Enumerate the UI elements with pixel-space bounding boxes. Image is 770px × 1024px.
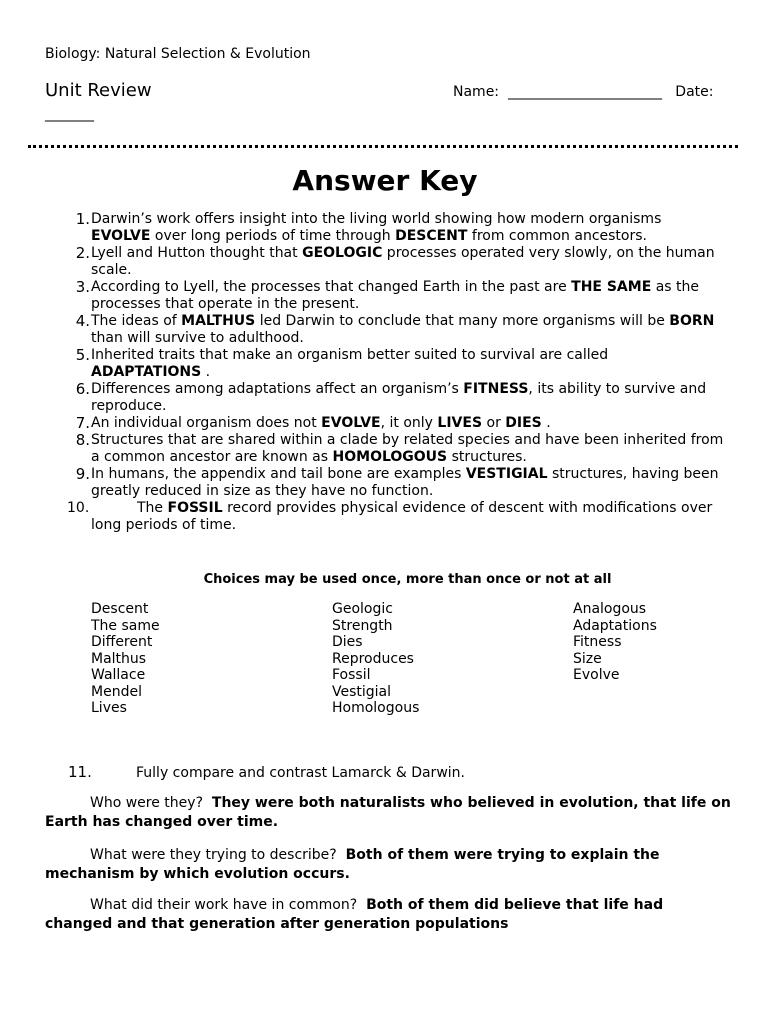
- answer: GEOLOGIC: [302, 245, 383, 261]
- sub-question: What did their work have in common?: [90, 897, 358, 913]
- question-3: [45, 279, 725, 313]
- choice-item: Mendel: [91, 683, 142, 700]
- q11-answer-1: [45, 794, 735, 832]
- question-number: 10.: [67, 500, 90, 516]
- answer: They were both naturalists who believed in evolution, that life on Earth has changed over time.: [45, 795, 731, 830]
- choice-item: Evolve: [573, 667, 620, 683]
- choices-column-2: [332, 601, 419, 717]
- question-1: [45, 211, 725, 245]
- question-text: According to Lyell, the processes that changed Earth in the past are: [91, 279, 572, 295]
- question-text: .: [201, 364, 211, 380]
- question-5: [45, 347, 725, 381]
- name-date-line: [453, 84, 713, 100]
- question-text: Lyell and Hutton thought that: [91, 245, 303, 261]
- answer: LIVES: [437, 415, 483, 431]
- answer: EVOLVE: [321, 415, 381, 431]
- question-text: Darwin’s work offers insight into the living world showing how modern organisms: [91, 211, 662, 227]
- date-blank: ________: [45, 106, 93, 122]
- question-8: [45, 432, 725, 466]
- question-text: Inherited traits that make an organism better suited to survival are called: [91, 347, 609, 363]
- question-text: , its ability to survive and reproduce.: [91, 381, 707, 414]
- q11-answer-2: [45, 846, 735, 884]
- question-number: 5.: [75, 346, 90, 364]
- question-text: Structures that are shared within a clade by related species and have been inherited from a common ancestor are known as: [91, 432, 724, 465]
- question-list: [45, 211, 725, 534]
- question-text: as the processes that operate in the present.: [91, 279, 700, 312]
- question-text: An individual organism does not: [91, 415, 322, 431]
- choice-item: Analogous: [573, 601, 647, 617]
- sub-question: Who were they?: [90, 795, 203, 811]
- question-number: 7.: [75, 414, 90, 432]
- page-title: Answer Key: [292, 164, 478, 197]
- choice-item: Geologic: [332, 601, 393, 617]
- answer: DIES: [505, 415, 542, 431]
- choice-item: Reproduces: [332, 650, 414, 667]
- answer: HOMOLOGOUS: [332, 449, 448, 465]
- sub-question: What were they trying to describe?: [90, 847, 337, 863]
- question-prompt: Fully compare and contrast Lamarck & Darwin.: [136, 765, 465, 781]
- answer: DESCENT: [395, 228, 468, 244]
- question-number: 4.: [75, 312, 90, 330]
- choice-item: Adaptations: [573, 617, 657, 634]
- answer: Both of them were trying to explain the mechanism by which evolution occurs.: [45, 847, 660, 882]
- question-text: led Darwin to conclude that many more organisms will be: [255, 313, 670, 329]
- answer: FITNESS: [463, 381, 529, 397]
- answer: VESTIGIAL: [465, 466, 548, 482]
- choice-item: Size: [573, 650, 602, 667]
- question-text: structures.: [447, 449, 527, 465]
- choice-item: Different: [91, 634, 153, 650]
- choice-item: Lives: [91, 700, 127, 716]
- question-text: Differences among adaptations affect an organism’s: [91, 381, 464, 397]
- question-7: [45, 415, 725, 432]
- answer: THE SAME: [571, 279, 652, 295]
- question-number: 1.: [75, 210, 90, 228]
- question-6: [45, 381, 725, 415]
- question-text: than will survive to adulthood.: [91, 330, 304, 346]
- question-number: 9.: [75, 465, 90, 483]
- question-number: 3.: [75, 278, 90, 296]
- question-text: record provides physical evidence of descent with modifications over long periods of time.: [91, 500, 713, 533]
- answer: ADAPTATIONS: [91, 364, 202, 380]
- question-4: [45, 313, 725, 347]
- choice-item: Homologous: [332, 700, 420, 716]
- answer: FOSSIL: [167, 500, 223, 516]
- choice-item: Vestigial: [332, 683, 392, 700]
- question-text: structures, having been greatly reduced in size as they have no function.: [91, 466, 719, 499]
- date-label: Date:: [675, 84, 714, 100]
- dotted-divider: [28, 145, 738, 148]
- question-text: In humans, the appendix and tail bone are examples: [91, 466, 466, 482]
- choice-item: Wallace: [91, 667, 146, 683]
- answer: EVOLVE: [91, 228, 151, 244]
- choices-heading: Choices may be used once, more than once or not at all: [203, 572, 612, 587]
- question-text: The: [137, 500, 168, 516]
- choice-item: Fossil: [332, 667, 371, 683]
- question-11: [68, 763, 465, 781]
- choices-column-1: [91, 601, 160, 717]
- question-text: The ideas of: [91, 313, 182, 329]
- choice-item: Dies: [332, 634, 363, 650]
- question-number: 8.: [75, 431, 90, 449]
- course-title: Biology: Natural Selection & Evolution: [45, 46, 311, 62]
- question-text: or: [482, 415, 506, 431]
- choice-item: Malthus: [91, 650, 147, 667]
- name-label: Name:: [453, 84, 500, 100]
- question-text: from common ancestors.: [467, 228, 647, 244]
- question-number: 11.: [68, 763, 92, 781]
- answer: MALTHUS: [181, 313, 256, 329]
- question-10: [45, 500, 725, 534]
- question-number: 6.: [75, 380, 90, 398]
- choice-item: The same: [91, 617, 160, 634]
- unit-title: Unit Review: [45, 80, 152, 101]
- name-blank: ______________________: [507, 84, 662, 100]
- question-text: processes operated very slowly, on the human scale.: [91, 245, 715, 278]
- q11-answer-3: [45, 896, 735, 934]
- question-text: .: [541, 415, 551, 431]
- question-9: [45, 466, 725, 500]
- question-text: over long periods of time through: [150, 228, 396, 244]
- answer: Both of them did believe that life had changed and that generation after generation populations: [45, 897, 664, 932]
- question-number: 2.: [75, 244, 90, 262]
- answer: BORN: [669, 313, 715, 329]
- choices-column-3: [573, 601, 657, 684]
- question-2: [45, 245, 725, 279]
- question-text: , it only: [380, 415, 438, 431]
- choice-item: Descent: [91, 601, 149, 617]
- choice-item: Fitness: [573, 634, 622, 650]
- choice-item: Strength: [332, 617, 393, 634]
